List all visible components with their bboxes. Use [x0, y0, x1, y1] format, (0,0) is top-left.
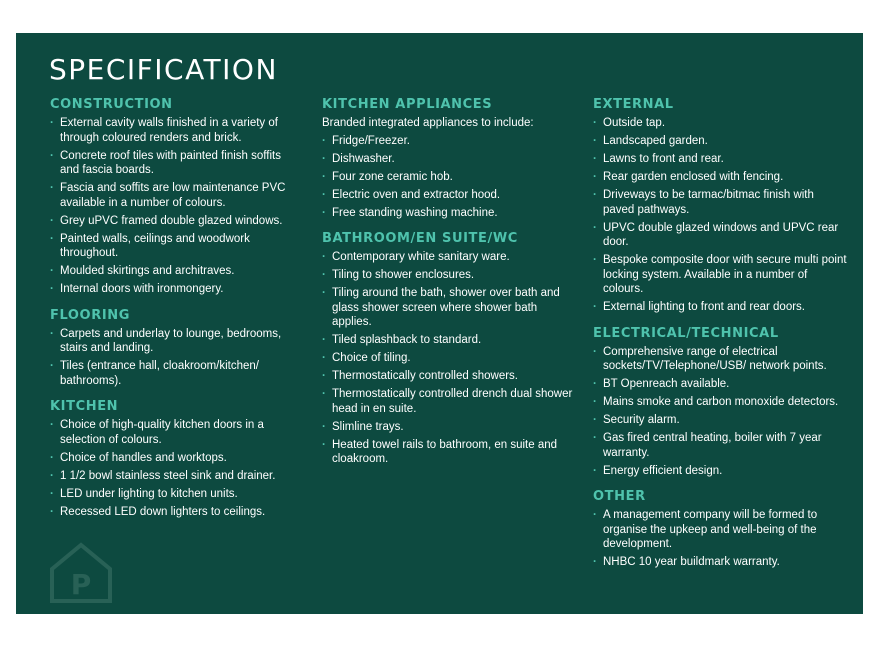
list-item: · Landscaped garden. [593, 134, 848, 149]
list-item: · Rear garden enclosed with fencing. [593, 170, 848, 185]
section-heading: BATHROOM/EN SUITE/WC [322, 231, 518, 246]
list-item: · Slimline trays. [322, 420, 574, 435]
column-2 [322, 97, 574, 478]
list-item: · Tiled splashback to standard. [322, 333, 574, 348]
page-title: SPECIFICATION [49, 53, 278, 86]
list-item: · LED under lighting to kitchen units. [50, 487, 300, 502]
section-heading: OTHER [593, 489, 646, 504]
column-1 [50, 97, 300, 530]
section-intro: Branded integrated appliances to include: [322, 117, 534, 129]
list-item: · Outside tap. [593, 116, 848, 131]
list-item: · NHBC 10 year buildmark warranty. [593, 555, 848, 570]
list-item: · UPVC double glazed windows and UPVC rear door. [593, 221, 848, 250]
list-item: · Tiles (entrance hall, cloakroom/kitchen/ bathrooms). [50, 359, 300, 388]
list-item: · Recessed LED down lighters to ceilings. [50, 505, 300, 520]
list-item: · Thermostatically controlled showers. [322, 369, 574, 384]
list-item: · Choice of handles and worktops. [50, 451, 300, 466]
logo-letter: P [70, 568, 92, 601]
specification-panel [16, 33, 863, 614]
spec-list [593, 116, 848, 315]
list-item: · Concrete roof tiles with painted finish soffits and fascia boards. [50, 149, 300, 178]
spec-list [322, 134, 574, 221]
spec-list [322, 250, 574, 467]
list-item: · Heated towel rails to bathroom, en suite and cloakroom. [322, 438, 574, 467]
section-heading: FLOORING [50, 307, 131, 323]
list-item: · Contemporary white sanitary ware. [322, 250, 574, 265]
section-bathroom-en-suite-wc [322, 231, 574, 467]
section-heading: CONSTRUCTION [50, 97, 173, 112]
spec-list [593, 508, 848, 570]
section-kitchen [50, 399, 300, 519]
list-item: · 1 1/2 bowl stainless steel sink and drainer. [50, 469, 300, 484]
list-item: · Security alarm. [593, 413, 848, 428]
list-item: · Driveways to be tarmac/bitmac finish with paved pathways. [593, 188, 848, 217]
list-item: · Comprehensive range of electrical sockets/TV/Telephone/USB/ network points. [593, 345, 848, 374]
list-item: · Mains smoke and carbon monoxide detectors. [593, 395, 848, 410]
list-item: · External lighting to front and rear doors. [593, 300, 848, 315]
list-item: · Tiling to shower enclosures. [322, 268, 574, 283]
list-item: · BT Openreach available. [593, 377, 848, 392]
list-item: · External cavity walls finished in a variety of through coloured renders and brick. [50, 116, 300, 145]
list-item: · Gas fired central heating, boiler with 7 year warranty. [593, 431, 848, 460]
section-electrical-technical [593, 326, 848, 479]
house-p-logo-icon [48, 541, 114, 603]
spec-list [593, 345, 848, 479]
section-flooring [50, 308, 300, 389]
section-other [593, 489, 848, 570]
list-item: · Free standing washing machine. [322, 206, 574, 221]
section-heading: KITCHEN [50, 399, 119, 414]
section-heading: KITCHEN APPLIANCES [322, 97, 493, 112]
list-item: · Choice of tiling. [322, 351, 574, 366]
list-item: · Painted walls, ceilings and woodwork throughout. [50, 232, 300, 261]
list-item: · Internal doors with ironmongery. [50, 282, 300, 297]
column-3 [593, 97, 848, 581]
list-item: · Carpets and underlay to lounge, bedrooms, stairs and landing. [50, 327, 300, 356]
list-item: · Four zone ceramic hob. [322, 170, 574, 185]
list-item: · Energy efficient design. [593, 464, 848, 479]
spec-list [50, 116, 300, 297]
list-item: · Lawns to front and rear. [593, 152, 848, 167]
section-kitchen-appliances [322, 97, 574, 220]
spec-list [50, 418, 300, 519]
section-external [593, 97, 848, 315]
list-item: · Fridge/Freezer. [322, 134, 574, 149]
list-item: · Choice of high-quality kitchen doors in a selection of colours. [50, 418, 300, 447]
section-heading: EXTERNAL [593, 97, 674, 112]
list-item: · Thermostatically controlled drench dual shower head in en suite. [322, 387, 574, 416]
list-item: · Bespoke composite door with secure multi point locking system. Available in a number of colours. [593, 253, 848, 297]
list-item: · Fascia and soffits are low maintenance PVC available in a number of colours. [50, 181, 300, 210]
section-heading: ELECTRICAL/TECHNICAL [593, 325, 779, 341]
list-item: · Tiling around the bath, shower over bath and glass shower screen where shower bath applies. [322, 286, 574, 330]
list-item: · Moulded skirtings and architraves. [50, 264, 300, 279]
spec-list [50, 327, 300, 389]
list-item: · Electric oven and extractor hood. [322, 188, 574, 203]
section-construction [50, 97, 300, 297]
list-item: · Grey uPVC framed double glazed windows. [50, 214, 300, 229]
list-item: · Dishwasher. [322, 152, 574, 167]
list-item: · A management company will be formed to organise the upkeep and well-being of the development. [593, 508, 848, 552]
